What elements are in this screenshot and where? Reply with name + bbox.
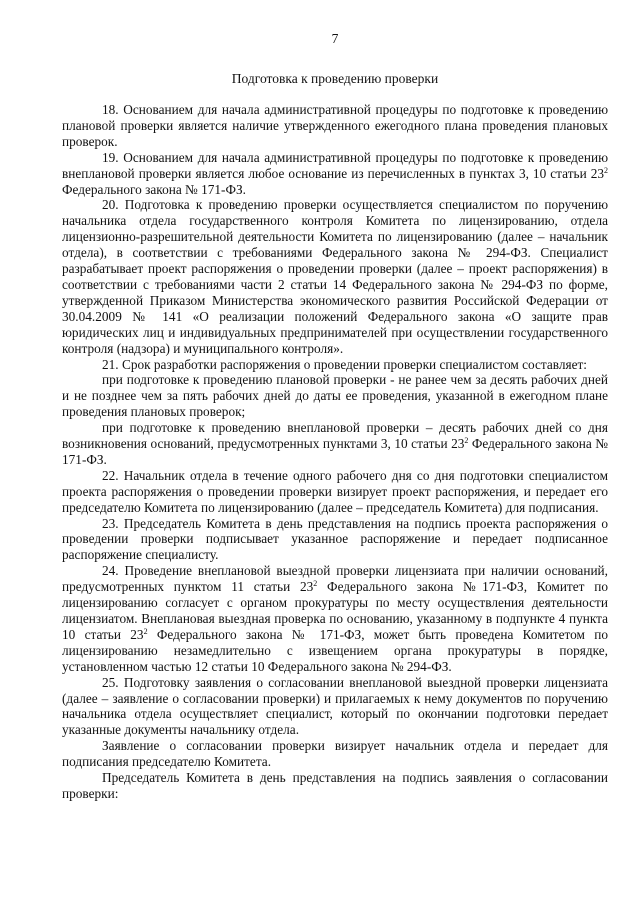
paragraph-text: Председатель Комитета в день представления на подпись заявления о согласовании проверки:: [62, 770, 608, 801]
superscript: 2: [464, 436, 469, 446]
paragraph-text: Федерального закона № 171-ФЗ.: [62, 436, 608, 467]
paragraph-text: Федерального закона № 171-ФЗ, может быть проведена Комитетом по лицензированию незамедлительно с извещением органа прокуратуры в порядке, установленном частью 12 статьи 10 Федерального закона № 294-ФЗ.: [62, 626, 608, 674]
paragraph-text: 23. Председатель Комитета в день представления на подпись проекта распоряжения о проведении проверки подписывает указанное распоряжение и передает подписанное распоряжение специалисту.: [62, 515, 608, 563]
paragraph: [62, 102, 608, 150]
paragraph-text: Федерального закона №171-ФЗ, Комитет по лицензированию согласует с органом прокуратуры по месту осуществления деятельности лицензиатом. Внеплановая выездная проверка по основанию, указанному в подпункте 4 пункта 10 статьи 23: [62, 579, 608, 642]
paragraph: [62, 563, 608, 674]
paragraph-text: при подготовке к проведению плановой проверки - не ранее чем за десять рабочих дней и не позднее чем за пять рабочих дней до даты ее проведения, указанной в ежегодном плане проведения плановых проверок;: [62, 372, 608, 420]
superscript: 2: [604, 165, 608, 175]
paragraph: [62, 420, 608, 468]
paragraph-text: 20. Подготовка к проведению проверки осуществляется специалистом по поручению начальника отдела государственного контроля Комитета по лицензированию, отдела лицензионно-разрешительной деятельности Комитета по лицензированию (далее – начальник отдела), в соответствии с требованиями Федерального закона № 294-ФЗ. Специалист разрабатывает проект распоряжения о проведении проверки (далее – проект распоряжения) в соответствии с требованиями части 2 статьи 14 Федерального закона № 294-ФЗ по форме, утвержденной Приказом Министерства экономического развития Российской Федерации от 30.04.2009 № 141 «О реализации положений Федерального закона «О защите прав юридических лиц и индивидуальных предпринимателей при осуществлении государственного контроля (надзора) и муниципального контроля».: [62, 197, 608, 356]
paragraph: [62, 150, 608, 198]
paragraph-text: 19. Основанием для начала административной процедуры по подготовке к проведению внеплановой проверки является любое основание из перечисленных в пунктах 3, 10 статьи 23: [62, 149, 608, 181]
paragraph: [62, 357, 608, 373]
document-page: [62, 30, 608, 802]
paragraph-text: 22. Начальник отдела в течение одного рабочего дня со дня подготовки специалистом проекта распоряжения о проведении проверки визирует проект распоряжения, и передает его председателю Комитета по лицензированию (далее – председатель Комитета) для подписания.: [62, 467, 608, 515]
paragraph-text: 25. Подготовку заявления о согласовании внеплановой выездной проверки лицензиата (далее – заявление о согласовании проверки) и прилагаемых к нему документов по поручению начальника отдела осуществляет специалист, который по окончании подготовки передает указанные документы начальнику отдела.: [62, 674, 608, 738]
paragraph: [62, 675, 608, 739]
paragraph: [62, 516, 608, 564]
paragraph: [62, 468, 608, 516]
paragraph-text: Федерального закона № 171-ФЗ.: [62, 181, 246, 197]
paragraph-text: 21. Срок разработки распоряжения о проведении проверки специалистом составляет:: [102, 356, 587, 372]
page-number: 7: [331, 31, 339, 46]
paragraph: [62, 738, 608, 770]
paragraph: [62, 770, 608, 802]
paragraph-text: при подготовке к проведению внеплановой проверки – десять рабочих дней со дня возникновения оснований, предусмотренных пунктами 3, 10 статьи 23: [62, 420, 608, 452]
document-body: [62, 102, 608, 802]
superscript: 2: [313, 579, 318, 589]
superscript: 2: [143, 626, 148, 636]
paragraph: [62, 197, 608, 356]
paragraph-text: Заявление о согласовании проверки визирует начальник отдела и передает для подписания председателю Комитета.: [62, 738, 608, 770]
paragraph-text: 18. Основанием для начала административной процедуры по подготовке к проведению плановой проверки является наличие утвержденного ежегодного плана проведения плановых проверок.: [62, 102, 608, 149]
section-heading: Подготовка к проведению проверки: [231, 71, 439, 86]
paragraph-text: 24. Проведение внеплановой выездной проверки лицензиата при наличии оснований, предусмотренных пунктом 11 статьи 23: [62, 563, 608, 595]
paragraph: [62, 372, 608, 420]
